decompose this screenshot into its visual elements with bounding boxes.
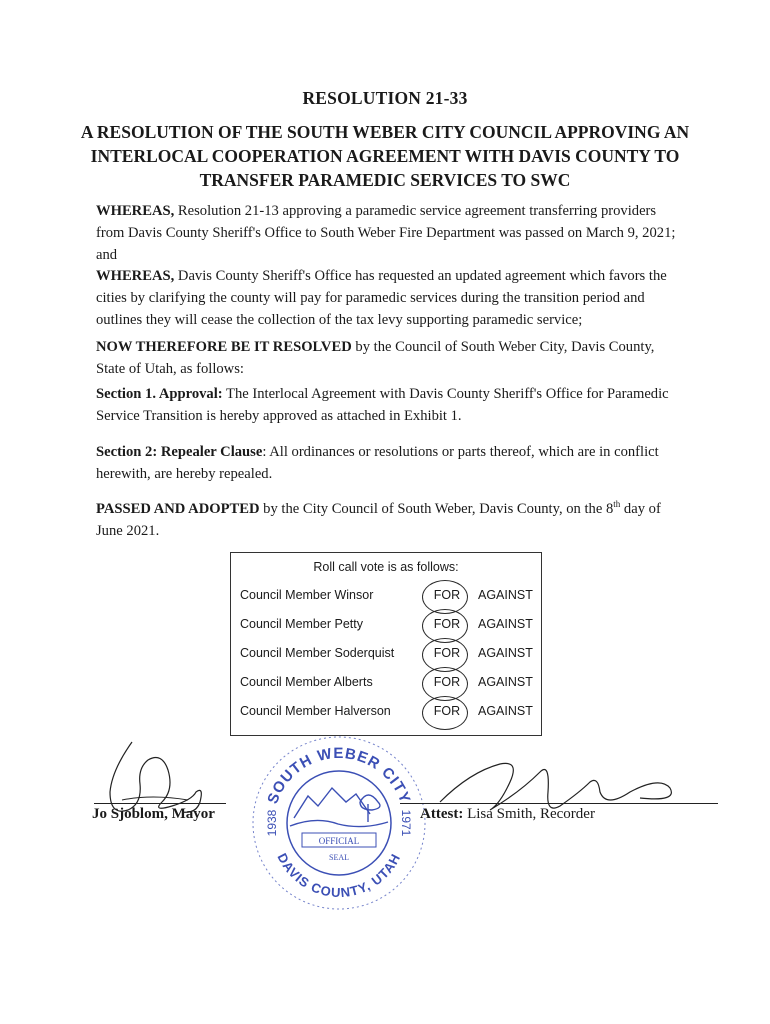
resolution-subtitle: A RESOLUTION OF THE SOUTH WEBER CITY COUNCIL APPROVING AN INTERLOCAL COOPERATION AGREEMENT WITH DAVIS COUNTY TO TRANSFER PARAMEDIC SERVICES TO SWC xyxy=(80,122,690,190)
recorder-signature-line xyxy=(400,803,718,804)
vote-against: AGAINST xyxy=(478,646,533,660)
recorder-name: Lisa Smith, Recorder xyxy=(463,806,595,822)
section-1-paragraph xyxy=(96,383,686,427)
passed-text: by the City Council of South Weber, Davis County, on the 8 xyxy=(259,500,614,517)
seal-year-left: 1938 xyxy=(265,809,279,837)
section-1-text: The Interlocal Agreement with Davis County Sheriff's Office for Paramedic Service Transition is hereby approved as attached in Exhibit 1. xyxy=(96,386,669,424)
seal-top-text: SOUTH WEBER CITY xyxy=(264,744,414,807)
vote-against: AGAINST xyxy=(478,704,533,718)
whereas-lead: WHEREAS, xyxy=(96,203,175,219)
vote-row-halverson xyxy=(240,704,535,724)
council-member-name: Council Member Winsor xyxy=(240,588,374,602)
mayor-name: Jo Sjoblom xyxy=(92,806,165,822)
resolved-text: by the Council of South Weber City, Davis County, State of Utah, as follows: xyxy=(96,339,655,377)
seal-landscape-icon xyxy=(290,788,388,827)
passed-text-after: day of June 2021. xyxy=(96,500,661,539)
council-member-name: Council Member Halverson xyxy=(240,704,391,718)
mayor-signature-label xyxy=(92,806,215,823)
roll-call-box xyxy=(230,552,542,736)
section-1-lead: Section 1. Approval: xyxy=(96,386,223,402)
resolved-paragraph xyxy=(96,336,686,380)
vote-against: AGAINST xyxy=(478,675,533,689)
whereas-text: Resolution 21-13 approving a paramedic service agreement transferring providers from Davis County Sheriff's Office to South Weber Fire Department was passed on March 9, 2021; and xyxy=(96,203,676,263)
council-member-name: Council Member Alberts xyxy=(240,675,373,689)
recorder-signature-label xyxy=(420,806,595,823)
roll-call-heading: Roll call vote is as follows: xyxy=(313,560,459,574)
whereas-paragraph-2 xyxy=(96,265,686,331)
vote-for: FOR xyxy=(433,675,461,689)
whereas-lead: WHEREAS, xyxy=(96,268,175,284)
vote-row-petty xyxy=(240,617,535,637)
vote-row-soderquist xyxy=(240,646,535,666)
seal-year-right: 1971 xyxy=(399,809,413,837)
vote-row-alberts xyxy=(240,675,535,695)
attest-label: Attest: xyxy=(420,806,464,822)
section-2-paragraph xyxy=(96,441,686,485)
seal-center-top: OFFICIAL xyxy=(318,836,360,846)
mayor-signature-line xyxy=(94,803,226,804)
passed-lead: PASSED AND ADOPTED xyxy=(96,500,260,517)
vote-for: FOR xyxy=(433,617,461,631)
whereas-paragraph-1 xyxy=(96,200,686,266)
passed-paragraph xyxy=(96,493,686,542)
council-member-name: Council Member Soderquist xyxy=(240,646,395,660)
vote-against: AGAINST xyxy=(478,617,533,631)
seal-bottom-text: DAVIS COUNTY, UTAH xyxy=(274,850,404,901)
passed-sup: th xyxy=(613,499,621,509)
vote-row-winsor xyxy=(240,588,535,608)
vote-for: FOR xyxy=(433,588,461,602)
vote-against: AGAINST xyxy=(478,588,533,602)
seal-center-bottom: SEAL xyxy=(329,853,349,862)
mayor-title: , Mayor xyxy=(164,806,215,822)
section-2-lead: Section 2: Repealer Clause xyxy=(96,444,263,460)
whereas-text: Davis County Sheriff's Office has requested an updated agreement which favors the cities by clarifying the county will pay for paramedic services during the transition period and outlines they will cease the collection of the tax levy supporting paramedic service; xyxy=(96,268,667,328)
section-2-text: : All ordinances or resolutions or parts thereof, which are in conflict herewith, are hereby repealed. xyxy=(96,444,659,482)
vote-for: FOR xyxy=(433,704,461,718)
resolved-lead: NOW THEREFORE BE IT RESOLVED xyxy=(96,339,352,355)
resolution-title: RESOLUTION 21-33 xyxy=(302,88,468,108)
vote-for: FOR xyxy=(433,646,461,660)
council-member-name: Council Member Petty xyxy=(240,617,363,631)
city-seal-icon xyxy=(246,730,432,916)
